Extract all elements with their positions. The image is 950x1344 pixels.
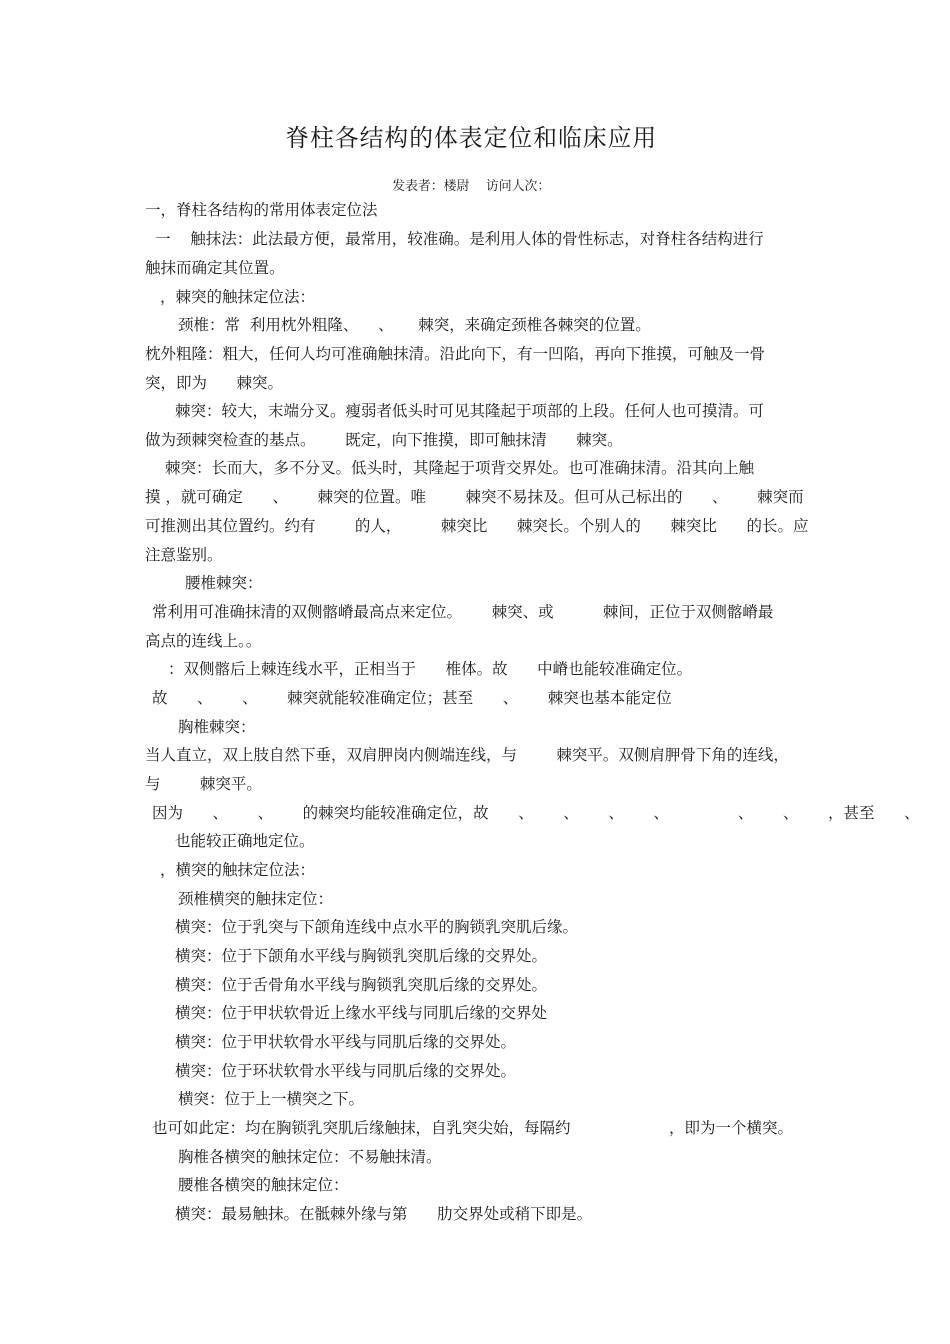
paragraph-line: 横突：位于环状软骨水平线与同肌后缘的交界处。	[175, 1062, 517, 1080]
subsection-heading: ，棘突的触抹定位法：	[160, 288, 316, 306]
subsection-heading: 腰椎各横突的触抹定位：	[178, 1176, 349, 1194]
paragraph-line: ：双侧髂后上棘连线水平，正相当于 椎体。故 中嵴也能较准确定位。	[168, 660, 693, 678]
paragraph-line: 做为颈棘突检查的基点。 既定，向下推摸，即可触抹清 棘突。	[145, 431, 623, 449]
paragraph-line: 颈椎：常 利用枕外粗隆、 、 棘突，来确定颈椎各棘突的位置。	[178, 316, 651, 334]
paragraph-line: 也可如此定：均在胸锁乳突肌后缘触抹，自乳突尖始，每隔约 ，即为一个横突。	[152, 1119, 794, 1137]
paragraph-line: 横突：位于甲状软骨近上缘水平线与同肌后缘的交界处	[175, 1004, 548, 1022]
paragraph-line: 横突：最易触抹。在骶棘外缘与第 肋交界处或稍下即是。	[175, 1205, 593, 1223]
section-heading: 一，脊柱各结构的常用体表定位法	[145, 201, 378, 219]
paragraph-line: 横突：位于甲状软骨水平线与同肌后缘的交界处。	[175, 1033, 517, 1051]
paragraph-line: 可推测出其位置约。约有 的人， 棘突比 棘突长。个别人的 棘突比 的长。应	[145, 517, 809, 535]
paragraph-line: 棘突：长而大，多不分叉。低头时，其隆起于项背交界处。也可准确抹清。沿其向上触	[165, 459, 755, 477]
paragraph-line: 突，即为 棘突。	[145, 374, 284, 392]
document-title: 脊柱各结构的体表定位和临床应用	[285, 124, 658, 152]
paragraph-line: 摸 ，就可确定 、 棘突的位置。唯 棘突不易抹及。但可从己标出的 、 棘突而	[145, 488, 804, 506]
paragraph-line: 棘突：较大，末端分叉。瘦弱者低头时可见其隆起于项部的上段。任何人也可摸清。可	[175, 402, 765, 420]
subsection-heading: 腰椎棘突：	[185, 574, 263, 592]
subsection-heading: 胸椎棘突：	[178, 718, 256, 736]
paragraph-line: 横突：位于上一横突之下。	[178, 1090, 365, 1108]
paragraph-line: 也能较正确地定位。	[175, 832, 315, 850]
document-byline: 发表者：楼尉 访问人次：	[392, 179, 551, 194]
paragraph-line: 高点的连线上。。	[145, 632, 262, 650]
paragraph-line: 常利用可准确抹清的双侧髂嵴最高点来定位。 棘突、或 棘间，正位于双侧髂嵴最	[152, 603, 774, 621]
paragraph-line: 一 触抹法：此法最方便，最常用，较准确。是利用人体的骨性标志，对脊柱各结构进行	[155, 230, 764, 248]
paragraph-line: 注意鉴别。	[145, 546, 223, 564]
paragraph-line: 当人直立，双上肢自然下垂，双肩胛岗内侧端连线，与 棘突平。双侧肩胛骨下角的连线，	[145, 746, 789, 764]
subsection-heading: 胸椎各横突的触抹定位：不易触抹清。	[178, 1148, 442, 1166]
paragraph-line: 横突：位于舌骨角水平线与胸锁乳突肌后缘的交界处。	[175, 976, 548, 994]
paragraph-line: 触抹而确定其位置。	[145, 259, 285, 277]
paragraph-line: 故 、 、 棘突就能较准确定位；甚至 、 棘突也基本能定位	[152, 689, 672, 707]
paragraph-line: 枕外粗隆：粗大，任何人均可准确触抹清。沿此向下，有一凹陷，再向下推摸，可触及一骨	[145, 345, 766, 363]
paragraph-line: 横突：位于下颌角水平线与胸锁乳突肌后缘的交界处。	[175, 947, 548, 965]
subsection-heading: 颈椎横突的触抹定位：	[178, 890, 334, 908]
subsection-heading: ，横突的触抹定位法：	[160, 861, 316, 879]
paragraph-line: 与 棘突平。	[145, 775, 262, 793]
paragraph-line: 横突：位于乳突与下颌角连线中点水平的胸锁乳突肌后缘。	[175, 918, 579, 936]
paragraph-line: 因为 、 、 的棘突均能较准确定位，故 、 、 、 、 、 、 ，甚至 、	[152, 804, 920, 822]
